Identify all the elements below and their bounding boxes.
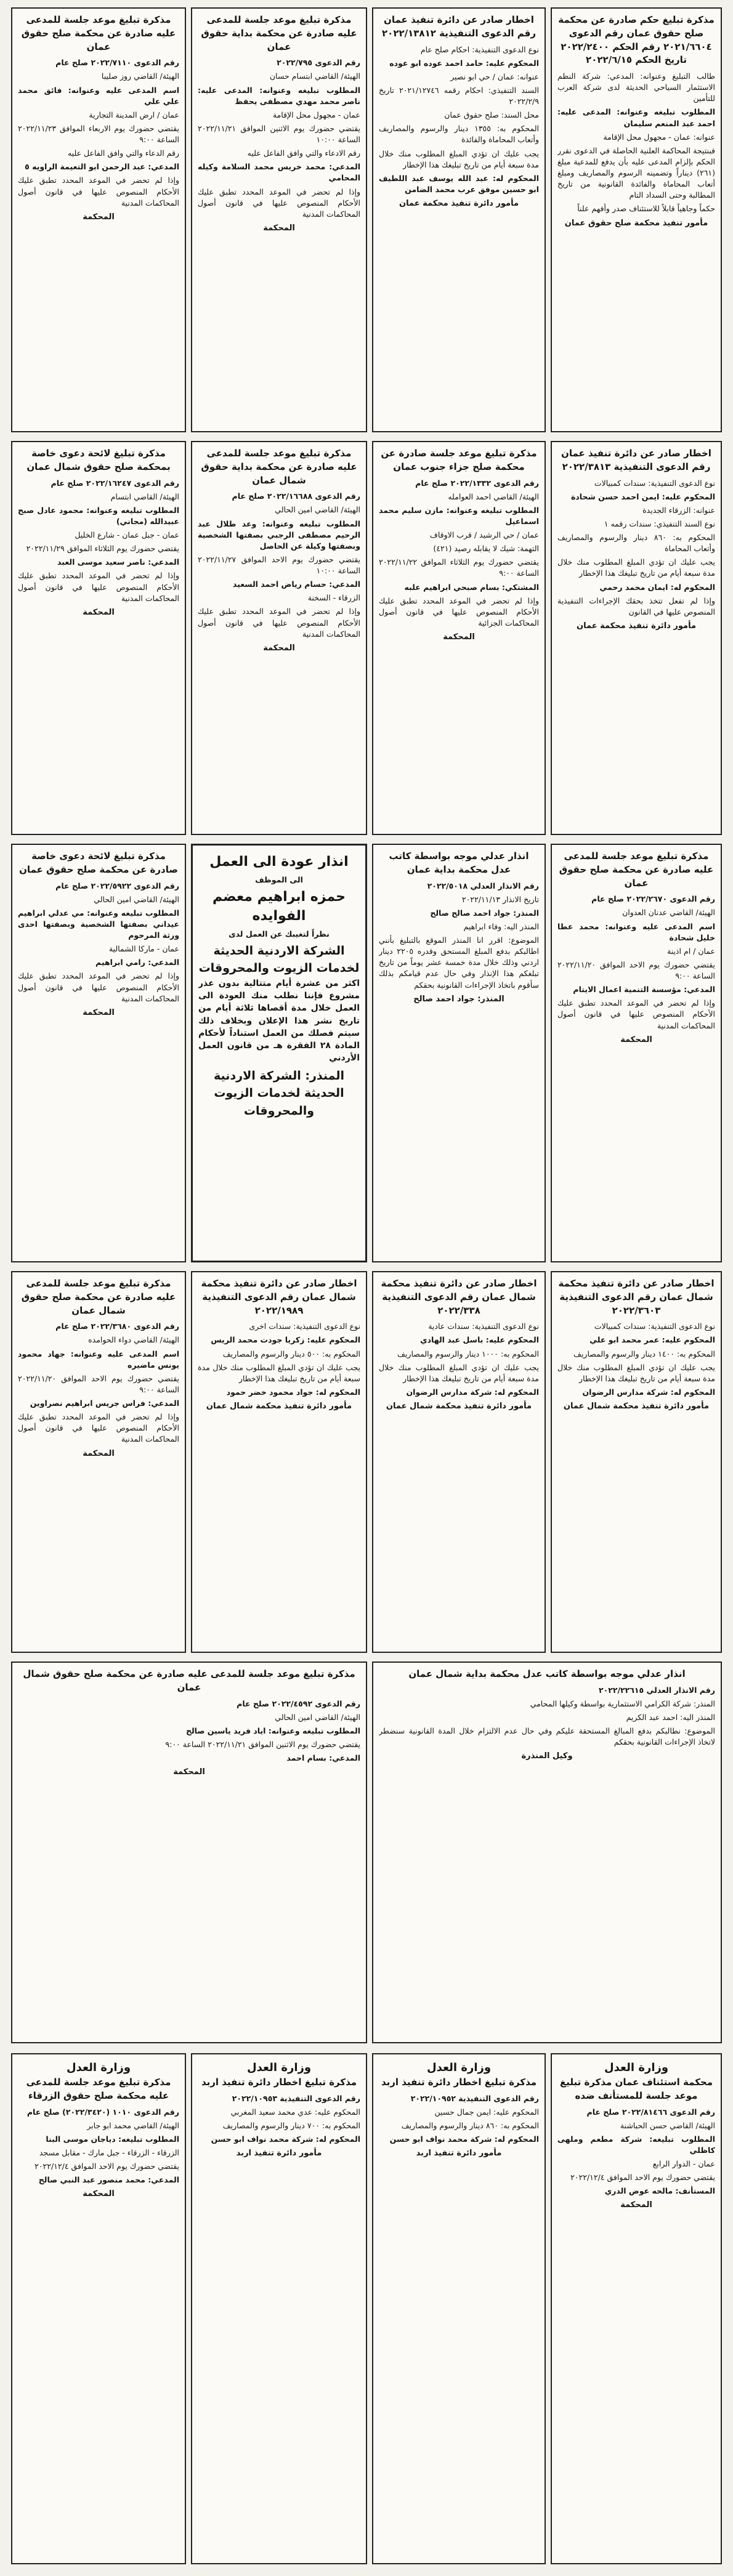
notice-text: يقتضي حضورك يوم الثلاثاء الموافق ٢٠٢٢/١١/٢٢ الساعة ٩:٠٠	[379, 557, 539, 578]
notice-signature: وكيل المنذرة	[521, 1751, 573, 1761]
notice-text: المطلوب تبليغه وعنوانه: مازن سليم محمد اسماعيل	[379, 505, 539, 526]
notice-text: وإذا لم تحضر في الموعد المحدد تطبق عليك الأحكام المنصوص عليها في قانون أصول المحاكمات الجزائية	[379, 596, 539, 628]
notice-card-10	[372, 844, 546, 1262]
notice-title: مذكرة تبليغ موعد جلسة للمدعى عليه صادرة عن محكمة صلح حقوق عمان	[21, 14, 176, 52]
notice-text: المشتكي: بسام صبحي ابراهيم علبه	[404, 582, 539, 592]
notice-text: وإذا لم تحضر في الموعد المحدد تطبق عليك الأحكام المنصوص عليها في قانون أصول المحاكمات المدنية	[557, 998, 715, 1030]
notice-card-15	[191, 1271, 367, 1653]
notice-card-18	[11, 1661, 367, 2043]
notice-text: المحكوم به: ٨٦٠ دينار والرسوم والمصاريف وأتعاب المحاماة	[557, 533, 715, 554]
notice-text: نوع السند التنفيذي: سندات رقمه ١	[604, 519, 715, 528]
notice-text: الهيئة/ القاضي محمد ابو جابر	[87, 2120, 179, 2130]
notice-text: الهيئة/ القاضي امين الحالي	[94, 894, 179, 904]
notice-text: التهمة: شيك لا يقابله رصيد (٤٢١)	[433, 544, 539, 554]
notice-text: اسم المدعى عليه وعنوانه: جهاد محمود يونس ماضيره	[18, 1349, 179, 1370]
notice-signature: المحكمة	[83, 607, 115, 617]
notice-text: المنذر اليه: وفاء ابراهيم	[463, 921, 539, 931]
notice-title: مذكرة تبليغ موعد جلسة للمدعى عليه صادرة عن محكمة بداية حقوق عمان	[201, 14, 357, 52]
notice-text: طالب التبليغ وعنوانه: المدعي: شركة النظم الاستثمار السياحي الحديثة لدى شركة العرب للتأمين	[557, 71, 715, 103]
notice-signature: المحكمة	[83, 212, 115, 222]
notice-text: رقم الانذار العدلي ٢٠٢٢/٢٢٦١٥	[598, 1685, 715, 1695]
notice-text: الى الموظف	[255, 874, 303, 884]
notice-text: السند التنفيذي: احكام رقمه ٢٠٢١/١٢٧٤٦ تاريخ ٢٠٢٢/٢/٩	[379, 85, 539, 106]
notice-text: الهيئة/ القاضي روز صليبا	[101, 71, 179, 81]
notice-text: المطلوب تبليغه وعنوانه: المدعى عليه: ناصر محمد مهدي مصطفى يحفظ	[198, 85, 360, 106]
notice-card-9	[551, 844, 722, 1262]
notice-text: المحكوم له: عبد الله يوسف عبد اللطيف ابو حسين موفق عرب محمد الضامن	[379, 173, 539, 194]
notice-text: الهيئة/ القاضي ابتسام	[110, 491, 179, 501]
notice-text: المنذر: شركة الكرامي الاستثمارية بواسطة وكيلها المحامي	[530, 1698, 715, 1708]
notice-text: المحكوم له: ايمان محمد رحمي	[599, 582, 715, 592]
notice-text: اكثر من عشرة أيام متتالية بدون عذر مشروع فإننا نطلب منك العودة الى العمل خلال مدة أقصاها ثلاثة أيام من تاريخ نشر هذا الإعلان وبخلاف ذلك سيتم فصلك من العمل استناداً لأحكام المادة ٢٨ الفقرة هـ من قانون العمل الأردني	[198, 978, 360, 1064]
notice-text: المنذر اليه: احمد عبد الكريم	[626, 1713, 715, 1722]
notice-title: انذار عدلي موجه بواسطة كاتب عدل محكمة بداية شمال عمان	[408, 1668, 686, 1679]
notice-text: محل السند: صلح حقوق عمان	[444, 110, 539, 120]
notice-card-14	[372, 1271, 546, 1653]
notice-signature: مأمور دائرة تنفيذ محكمة شمال عمان	[563, 1402, 710, 1411]
notice-signature: مأمور دائرة تنفيذ اربد	[236, 2149, 322, 2158]
notice-text: الموضوع: نطالبكم بدفع المبالغ المستحقة عليكم وفي حال عدم الالتزام خلال المدة القانونية سنضطر لاتخاذ الإجراءات القانونية بحقكم	[379, 1726, 715, 1747]
notice-text: المحكوم له: شركة محمد نواف ابو حسن	[389, 2134, 539, 2144]
notice-text: المدعي: عبد الرحمن ابو التعيمة الراويه ٥	[25, 162, 179, 172]
notice-text: المطلوب تبليغه وعنوانه: وعد طلال عبد الرحيم مصطفى الرجبي بصفتها الشخصية وبصفتها وكيلة عن الحاصل	[198, 519, 360, 551]
notice-text: نوع الدعوى التنفيذية: سندات اخرى	[249, 1322, 360, 1331]
notice-card-3	[191, 7, 367, 432]
employee-name: حمزه ابراهيم معضم الفوايده	[212, 889, 346, 924]
notice-text: عنوانه: عمان / حي ابو نصير	[450, 71, 539, 81]
notice-text: اسم المدعى عليه وعنوانه: محمد عطا خليل شحادة	[557, 921, 715, 942]
notice-signature: مأمور دائرة تنفيذ اربد	[416, 2149, 502, 2158]
notice-text: المحكوم به: ١٠٠٠ دينار والرسوم والمصاريف	[397, 1349, 539, 1359]
notice-text: الهيئة/ القاضي حسن الحباشنة	[620, 2120, 715, 2130]
notice-title: مذكرة تبليغ اخطار دائرة تنفيذ اربد	[201, 2077, 357, 2088]
notice-text: عمان - جبل عمان - شارع الخليل	[75, 530, 179, 539]
notice-text: رقم الدعاء والتي وافق الفاعل عليه	[67, 148, 179, 158]
notice-text: المحكوم عليه: ايمن جمال حسين	[434, 2107, 539, 2117]
ministry-heading: وزارة العدل	[604, 2061, 669, 2074]
notice-text: المحكوم عليه: حامد احمد عوده ابو عوده	[389, 58, 539, 68]
notice-signature: مأمور دائرة تنفيذ محكمة شمال عمان	[206, 1402, 352, 1411]
notice-text: الهيئة/ القاضي امين الحالي	[275, 505, 360, 515]
notice-card-16	[11, 1271, 186, 1653]
notice-text: المدعي: بسام احمد	[286, 1753, 360, 1762]
notice-text: رقم الدعوى ٢٠٢٢/٧٩٥	[277, 58, 360, 68]
notice-text: عمان - الدوار الرابع	[652, 2159, 715, 2168]
notice-signature: المحكمة	[620, 1035, 652, 1044]
notice-text: المدعي: محمد منصور عبد النبي صالح	[38, 2175, 179, 2185]
notice-text: وإذا لم تحضر في الموعد المحدد تطبق عليك الأحكام المنصوص عليها في قانون أصول المحاكمات المدنية	[198, 607, 360, 639]
notice-text: المحكوم عليه: عدي محمد سعيد المغربي	[230, 2107, 360, 2117]
notice-text: المحكوم به: ٨٦٠ دينار والرسوم والمصاريف	[401, 2121, 539, 2130]
notice-text: عمان / ام اذينة	[666, 946, 715, 956]
notice-text: رقم الدعوى ٢٠٢٢/٤٥٩٢ صلح عام	[237, 1698, 360, 1708]
notice-text: المدعي: رامي ابراهيم	[95, 958, 179, 967]
notice-text: يجب عليك ان تؤدي المبلغ المطلوب منك خلال مدة سبعة أيام من تاريخ تبليغك هذا الإخطار	[379, 1362, 539, 1383]
notice-text: رقم الدعوى ٢٠٢٢/١٣٣٢ صلح عام	[415, 478, 539, 488]
notice-title: مذكرة تبليغ موعد جلسة صادرة عن محكمة صلح جزاء جنوب عمان	[381, 448, 537, 472]
notice-text: المحكوم له: شركة مدارس الرضوان	[582, 1387, 715, 1397]
notice-title: اخطار صادر عن دائرة تنفيذ عمان رقم الدعوى التنفيذية ٢٠٢٢/٣٨١٣	[561, 448, 711, 472]
notice-title: مذكرة تبليغ لائحة دعوى خاصة بمحكمة صلح حقوق شمال عمان	[26, 448, 171, 472]
notice-text: المطلوب تبليغه: شركة مطعم وملهى كاظلي	[557, 2134, 715, 2155]
notice-text: المحكوم عليه: زكريا جودت محمد الريس	[211, 1335, 360, 1345]
notice-signature: المحكمة	[173, 1767, 205, 1777]
notice-text: يقتضي حضورك يوم الاربعاء الموافق ٢٠٢٢/١١/٢٣ الساعة ٩:٠٠	[18, 123, 179, 144]
notice-text: المحكوم له: جواد محمود خضر حمود	[226, 1387, 360, 1397]
notice-title: اخطار صادر عن دائرة تنفيذ محكمة شمال عمان رقم الدعوى التنفيذية ٢٠٢٢/٣٣٨	[381, 1278, 537, 1316]
notice-text: رقم الانذار العدلي ٢٠٢٢/٥٠١٨	[427, 881, 539, 890]
notice-text: المطلوب تبليغه: دياجان موسى البنا	[46, 2134, 179, 2144]
notice-text: المطلوب تبليغه وعنوانه: محمود عادل صبح عبيدالله (مجاني)	[18, 505, 179, 526]
notice-text: المدعي: مؤسسة التنمية اعمال الايتام	[573, 985, 715, 995]
notice-text: المنذر: جواد احمد صالح صالح	[430, 908, 539, 918]
ministry-heading: وزارة العدل	[426, 2061, 492, 2074]
notice-signature: المحكمة	[83, 1007, 115, 1017]
notice-text: الهيئة/ القاضي دواء الحوامده	[88, 1335, 179, 1345]
notice-signature: مأمور دائرة تنفيذ محكمة شمال عمان	[386, 1402, 532, 1411]
notice-title: محكمة استئناف عمان مذكرة تبليغ موعد جلسة للمستأنف ضده	[559, 2077, 713, 2101]
notice-text: وإذا لم تفعل تتخذ بحقك الإجراءات التنفيذية المنصوص عليها في القانون	[557, 596, 715, 616]
notice-card-1	[551, 7, 722, 432]
notice-text: المحكوم به: ١٣٥٥ دينار والرسوم والمصاريف وأتعاب المحاماة والفائدة	[379, 124, 539, 145]
notice-text: يقتضي حضورك يوم الاحد الموافق ٢٠٢٢/١١/٢٧ الساعة ١٠:٠٠	[198, 554, 360, 575]
notice-text: رقم الدعوى ٢٠٢٢/١٦٢٤٧ صلح عام	[51, 478, 179, 488]
notice-text: المستأنف: مالحه عوض الدري	[604, 2186, 715, 2196]
notice-signature: مأمور تنفيذ محكمة صلح حقوق عمان	[564, 218, 708, 228]
notice-signature: المحكمة	[83, 2189, 115, 2199]
company-name: الشركة الاردنية الحديثة لخدمات الزيوت والمحروقات	[198, 943, 360, 975]
notice-text: المحكوم به: ٥٠٠ دينار والرسوم والمصاريف	[222, 1349, 360, 1359]
notice-text: يقتضي حضورك يوم الاثنين الموافق ٢٠٢٢/١١/٢١ الساعة ٩:٠٠	[165, 1739, 360, 1749]
notice-text: عمان - مجهول محل الإقامة	[272, 110, 360, 119]
notice-card-17	[372, 1661, 722, 2043]
notice-text: رقم الدعوى ٢٠٢٢/٨١٤٦٦ صلح عام	[586, 2107, 715, 2117]
notice-text: يقتضي حضورك يوم الاحد الموافق ٢٠٢٢/١١/٢٠ الساعة ٩:٠٠	[18, 1373, 179, 1394]
notice-card-6	[372, 441, 546, 835]
notice-card-8	[11, 441, 186, 835]
notice-card-5	[551, 441, 722, 835]
notice-text: المحكوم له: شركة مدارس الرضوان	[406, 1387, 539, 1397]
notice-signature: المنذر: جواد احمد صالح	[413, 994, 504, 1004]
notice-text: وإذا لم تحضر في الموعد المحدد تطبق عليك الأحكام المنصوص عليها في قانون أصول المحاكمات المدنية	[198, 187, 360, 219]
notice-text: وإذا لم تحضر في الموعد المحدد تطبق عليك الأحكام المنصوص عليها في قانون أصول المحاكمات المدنية	[18, 176, 179, 208]
notice-text: اسم المدعى عليه وعنوانه: فائق محمد علي علي	[18, 85, 179, 106]
notice-text: المدعي: محمد خريس محمد السلامة وكيله المحامي	[198, 162, 360, 183]
notice-text: الموضوع: اقرر انا المنذر الموقع بالتبليغ بأنني اطالبكم بدفع المبلغ المستحق وقدره ٢٢٠٥ دينار اردني وذلك خلال مدة خمسة عشر يوماً من تاريخ تبلغكم هذا الإنذار وفي حال عدم قيامكم بذلك سأقوم باتخاذ الإجراءات القانونية بحقكم	[379, 935, 539, 990]
notice-text: عمان / حي الرشيد / قرب الاوقاف	[429, 530, 539, 539]
notice-text: رقم الدعوى ٢٠٢٢/٣٦٨٠ صلح عام	[55, 1322, 179, 1331]
notice-signature: المحكمة	[263, 223, 295, 233]
notice-text: المحكوم به: ١٤٠٠ دينار والرسوم والمصاريف	[573, 1349, 715, 1359]
notice-card-12	[11, 844, 186, 1262]
notice-text: رقم الدعوى ٢٠٢٢/٢٦٧٠ صلح عام	[591, 894, 715, 904]
notice-text: يقتضي حضورك يوم الاحد الموافق ٢٠٢٢/١٢/٤	[34, 2162, 179, 2171]
notice-text: يقتضي حضورك يوم الاحد الموافق ٢٠٢٢/١٢/٤	[570, 2173, 715, 2182]
notice-text: وإذا لم تحضر في الموعد المحدد تطبق عليك الأحكام المنصوص عليها في قانون أصول المحاكمات المدنية	[18, 971, 179, 1003]
notice-text: نوع الدعوى التنفيذية: سندات كمبيالات	[594, 1322, 715, 1331]
notice-title: مذكرة تبليغ موعد جلسة للمدعى عليه محكمة صلح حقوق الزرقاء	[26, 2077, 171, 2101]
notice-card-4	[11, 7, 186, 432]
notice-text: المطلوب تبليغه وعنوانه: مي عدلي ابراهيم عيداني بصفتها الشخصية وبصفتها احدى ورثة المرحوم	[18, 908, 179, 940]
notice-text: نوع الدعوى التنفيذية: احكام صلح عام	[420, 44, 539, 54]
notice-text: يقتضي حضورك يوم الاثنين الموافق ٢٠٢٢/١١/٢١ الساعة ١٠:٠٠	[198, 123, 360, 144]
notice-title: مذكرة تبليغ حكم صادرة عن محكمة صلح حقوق عمان رقم الدعوى ٢٠٢١/٦٦٠٤ رقم الحكم ٢٠٢٢/٢٤٠٠ تاريخ الحكم ٢٠٢٢/٦/١٥	[558, 14, 715, 66]
ministry-heading: وزارة العدل	[246, 2061, 312, 2074]
notice-title: مذكرة تبليغ موعد جلسة للمدعى عليه صادرة عن محكمة صلح حقوق عمان	[559, 850, 714, 889]
notice-card-22	[551, 2053, 722, 2564]
notice-text: المحكوم عليه: ايمن احمد حسن شحادة	[571, 491, 715, 501]
notice-card-21	[372, 2053, 546, 2564]
notice-signature: مأمور دائرة تنفيذ محكمة عمان	[577, 621, 696, 631]
notice-text: المحكوم به: ٧٠٠ دينار والرسوم والمصاريف	[222, 2121, 360, 2130]
notice-text: المحكوم له: شركة محمد نواف ابو حسن	[211, 2134, 360, 2144]
notice-card-13	[551, 1271, 722, 1653]
notice-text: رقم الدعوى التنفيذية ٢٠٢٢/١٠٩٥٢	[410, 2093, 539, 2103]
notice-text: تاريخ الانذار ٢٠٢٢/١١/١٣	[461, 894, 539, 904]
notice-text: عنوانه: الزرقاء الجديدة	[642, 505, 715, 515]
notice-card-20	[191, 2053, 367, 2564]
notice-text: الهيئة/ القاضي عدنان العدوان	[622, 908, 715, 918]
notice-card-2	[372, 7, 546, 432]
notice-text: يجب عليك ان تؤدي المبلغ المطلوب منك خلال مدة سبعة أيام من تاريخ تبليغك هذا الإخطار	[198, 1362, 360, 1383]
notice-text: المدعي: فراس جريس ابراهيم نصراوين	[30, 1399, 179, 1408]
notice-text: رقم الادعاء والتي وافق الفاعل عليه	[247, 148, 360, 158]
notice-signature: المحكمة	[83, 1448, 115, 1458]
notice-text: يقتضي حضورك يوم الاحد الموافق ٢٠٢٢/١١/٢٠ الساعة ٩:٠٠	[557, 959, 715, 980]
notice-text: الهيئة/ القاضي احمد العوامله	[448, 491, 539, 501]
notice-text: نوع الدعوى التنفيذية: سندات كمبيالات	[594, 478, 715, 488]
notice-text: المطلوب تبليغه وعنوانه: المدعى عليه: احمد عبد المنعم سليمان	[557, 107, 715, 128]
notice-title: انذار عدلي موجه بواسطة كاتب عدل محكمة بداية عمان	[389, 850, 529, 875]
notice-title: مذكرة تبليغ لائحة دعوى خاصة صادرة عن محكمة صلح حقوق عمان	[19, 850, 178, 875]
notice-title: مذكرة تبليغ موعد جلسة للمدعى عليه صادرة عن محكمة صلح حقوق شمال عمان	[21, 1278, 176, 1316]
notice-text: وإذا لم تحضر في الموعد المحدد تطبق عليك الأحكام المنصوص عليها في قانون أصول المحاكمات المدنية	[18, 1412, 179, 1444]
notice-text: المحكوم عليه: عمر محمد ابو علي	[589, 1335, 715, 1345]
notice-text: رقم الدعوى ٢٠٢٢/٥٩٢٢ صلح عام	[55, 881, 179, 890]
notice-signature: مأمور دائرة تنفيذ محكمة عمان	[399, 199, 519, 208]
notice-title: مذكرة تبليغ موعد جلسة للمدعى عليه صادرة عن محكمة صلح حقوق شمال عمان	[23, 1668, 355, 1693]
notice-title: اخطار صادر عن دائرة تنفيذ محكمة شمال عمان رقم الدعوى التنفيذية ٢٠٢٢/١٩٨٩	[201, 1278, 357, 1316]
notice-card-11	[191, 844, 367, 1262]
notice-text: الهيئة/ القاضي امين الحالي	[275, 1712, 360, 1722]
notice-text: المحكوم عليه: باسل عبد الهادي	[420, 1335, 539, 1345]
notice-text: عنوانه: عمان - مجهول محل الإقامة	[603, 132, 715, 142]
notice-text: عمان - ماركا الشمالية	[108, 944, 179, 954]
notice-title: اخطار صادر عن دائرة تنفيذ محكمة شمال عمان رقم الدعوى التنفيذية ٢٠٢٢/٣٦٠٣	[558, 1278, 715, 1316]
notice-title: اخطار صادر عن دائرة تنفيذ عمان رقم الدعوى التنفيذية ٢٠٢٢/١٣٨١٢	[382, 14, 536, 39]
notice-text: رقم الدعوى ٢٠٢٢/١٦٦٨٨ صلح عام	[232, 491, 360, 501]
notice-title: مذكرة تبليغ اخطار دائرة تنفيذ اربد	[381, 2077, 537, 2088]
notice-signature: المحكمة	[263, 643, 295, 653]
notice-signature: المنذر: الشركة الاردنية الحديثة لخدمات الزيوت والمحروقات	[213, 1068, 344, 1118]
notice-text: وإذا لم تحضر في الموعد المحدد تطبق عليك الأحكام المنصوص عليها في قانون أصول المحاكمات المدنية	[18, 571, 179, 603]
notice-signature: المحكمة	[443, 632, 475, 642]
notice-text: يجب عليك ان تؤدي المبلغ المطلوب منك خلال مدة سبعة أيام من تاريخ تبليغك هذا الإخطار	[557, 1362, 715, 1383]
notice-card-19	[11, 2053, 186, 2564]
notice-text: فبنتيجة المحاكمة العلنية الحاصلة في الدعوى نقرر الحكم بإلزام المدعى عليه بأن يدفع للمدعية مبلغ (٢٦١) ديناراً وتضمينه الرسوم والمصاريف ومبلغ أتعاب المحاماة والفائدة القانونية من تاريخ المطالبة وحتى السداد التام	[557, 145, 715, 200]
notice-text: المطلوب تبليغه وعنوانه: اياد فريد ياسين صالح	[185, 1726, 360, 1735]
notice-text: نظراً لتغيبك عن العمل لدى	[229, 929, 330, 939]
notice-headline: انذار عودة الى العمل	[209, 854, 349, 870]
notice-text: الهيئة/ القاضي ابتسام حسان	[269, 71, 360, 81]
notice-text: عمان / ارض المدينة التجارية	[89, 110, 179, 119]
notice-text: المدعي: حسام رياض احمد السعيد	[232, 579, 360, 589]
ministry-heading: وزارة العدل	[66, 2061, 131, 2074]
notice-text: حكماً وجاهياً قابلاً للاستئناف صدر وأفهم علناً	[577, 204, 715, 214]
notice-text: الزرقاء - السخنة	[307, 593, 360, 603]
notice-text: رقم الدعوى التنفيذية ٢٠٢٢/١٠٩٥٣	[232, 2093, 360, 2103]
notice-text: يجب عليك ان تؤدي المبلغ المطلوب منك خلال مدة سبعة أيام من تاريخ تبليغك هذا الإخطار	[379, 148, 539, 169]
notice-text: يقتضي حضورك يوم الثلاثاء الموافق ٢٠٢٢/١١/٢٩	[26, 544, 179, 554]
notice-text: رقم الدعوى ١٠١٠ (٢٠٢٢/٣٤٢٠) صلح عام	[26, 2107, 179, 2117]
notice-text: المدعي: ناصر سعيد موسى العبد	[57, 557, 179, 567]
notice-title: مذكرة تبليغ موعد جلسة للمدعى عليه صادرة عن محكمة بداية حقوق شمال عمان	[201, 448, 357, 486]
notice-card-7	[191, 441, 367, 835]
notice-text: رقم الدعوى ٢٠٢٢/٧١١٠ صلح عام	[55, 58, 179, 68]
notice-text: نوع الدعوى التنفيذية: سندات عادية	[428, 1322, 539, 1331]
notice-signature: المحكمة	[620, 2200, 652, 2210]
notice-text: الزرقاء - الزرقاء - جبل مارك - مقابل مسجد	[39, 2147, 179, 2157]
notice-text: يجب عليك ان تؤدي المبلغ المطلوب منك خلال مدة سبعة أيام من تاريخ تبليغك هذا الإخطار	[557, 557, 715, 578]
